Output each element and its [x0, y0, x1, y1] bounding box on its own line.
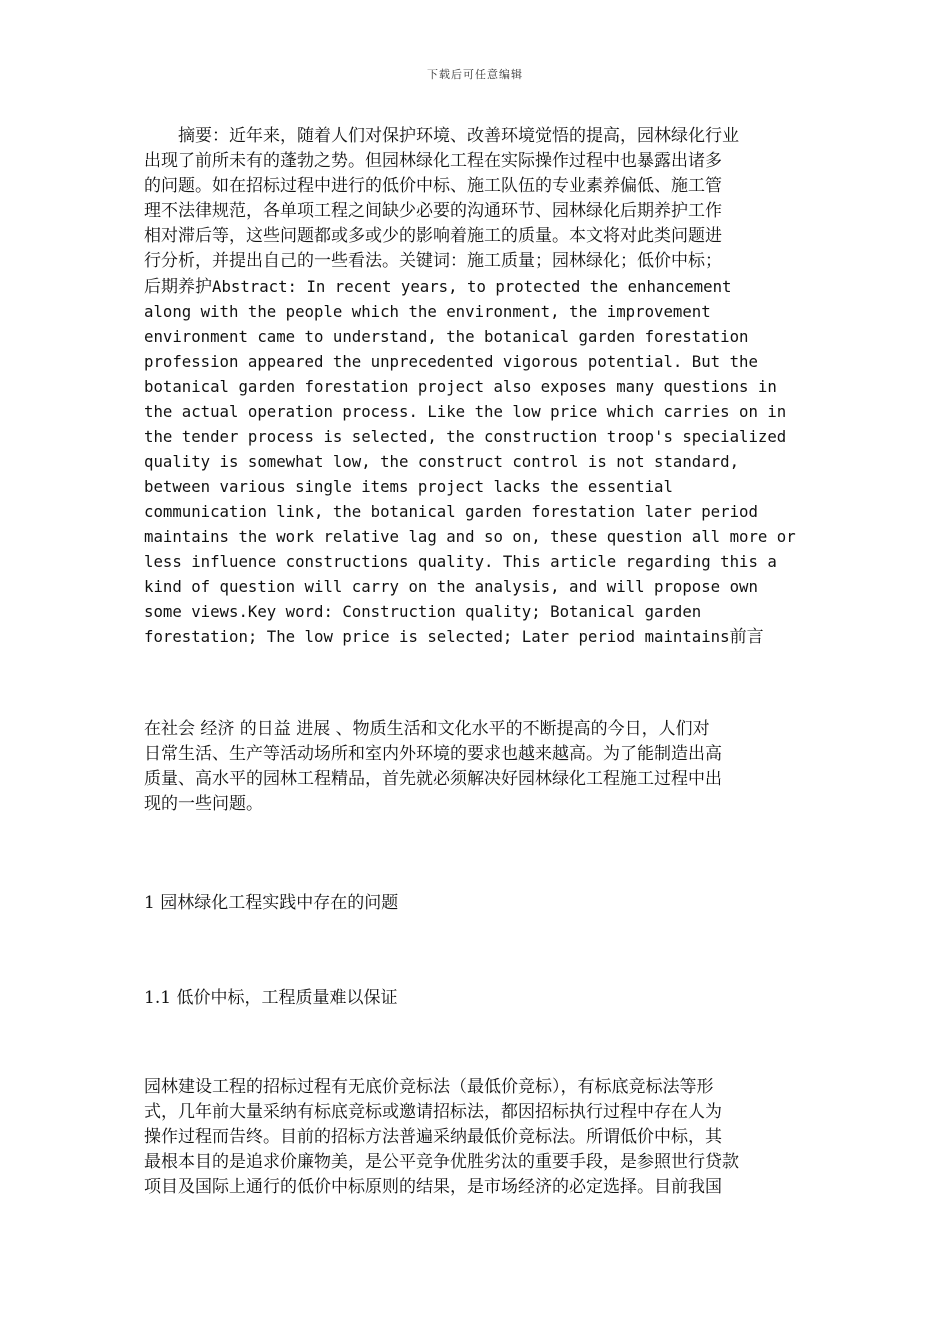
abstract-cn-line: 行分析，并提出自己的一些看法。关键词：施工质量；园林绿化；低价中标； [144, 251, 722, 271]
abstract-en-line: some views.Key word: Construction quality; Botanical garden [144, 602, 702, 621]
abstract-en-line: profession appeared the unprecedented vigorous potential. But the [144, 352, 758, 371]
paragraph-line: 操作过程而告终。目前的招标方法普遍采纳最低价竞标法。所谓低价中标，其 [144, 1127, 722, 1147]
abstract-en-last-line [144, 624, 804, 650]
abstract-en-line: along with the people which the environment, the improvement [144, 302, 711, 321]
section-1-heading: 1 园林绿化工程实践中存在的问题 [144, 893, 399, 913]
abstract-keyword-tail: 后期养护 [144, 277, 212, 297]
paragraph-line: 园林建设工程的招标过程有无底价竞标法（最低价竞标），有标底竞标法等形 [144, 1077, 714, 1097]
intro-line: 质量、高水平的园林工程精品，首先就必须解决好园林绿化工程施工过程中出 [144, 769, 722, 789]
abstract-en-line: quality is somewhat low, the construct control is not standard, [144, 452, 740, 471]
section-1-1-heading: 1.1 低价中标，工程质量难以保证 [144, 988, 398, 1008]
abstract-en-line: the tender process is selected, the construction troop's specialized [144, 427, 787, 446]
abstract-mixed-line [144, 274, 804, 300]
abstract-en-line: kind of question will carry on the analysis, and will propose own [144, 577, 758, 596]
abstract-en-line: botanical garden forestation project also exposes many questions in [144, 377, 777, 396]
abstract-en-line: maintains the work relative lag and so on, these question all more or [144, 527, 796, 546]
abstract-en-first: Abstract: In recent years, to protected the enhancement [212, 277, 732, 296]
intro-line: 日常生活、生产等活动场所和室内外环境的要求也越来越高。为了能制造出高 [144, 744, 722, 764]
abstract-cn-line: 出现了前所未有的蓬勃之势。但园林绿化工程在实际操作过程中也暴露出诸多 [144, 151, 722, 171]
preface-label: 前言 [729, 627, 764, 647]
abstract-cn-line: 相对滞后等，这些问题都或多或少的影响着施工的质量。本文将对此类问题进 [144, 226, 722, 246]
abstract-en-line: communication link, the botanical garden forestation later period [144, 502, 758, 521]
paragraph-line: 项目及国际上通行的低价中标原则的结果，是市场经济的必定选择。目前我国 [144, 1177, 722, 1197]
abstract-cn-line: 的问题。如在招标过程中进行的低价中标、施工队伍的专业素养偏低、施工管 [144, 176, 722, 196]
abstract-en-line: environment came to understand, the botanical garden forestation [144, 327, 749, 346]
paragraph-line: 最根本目的是追求价廉物美，是公平竞争优胜劣汰的重要手段，是参照世行贷款 [144, 1152, 739, 1172]
page-header: 下载后可任意编辑 [427, 68, 523, 81]
paragraph-line: 式，几年前大量采纳有标底竞标或邀请招标法，都因招标执行过程中存在人为 [144, 1102, 722, 1122]
abstract-en-line: the actual operation process. Like the low price which carries on in [144, 402, 787, 421]
abstract-cn-line: 摘要：近年来，随着人们对保护环境、改善环境觉悟的提高，园林绿化行业 [144, 126, 739, 146]
abstract-cn-line: 理不法律规范，各单项工程之间缺少必要的沟通环节、园林绿化后期养护工作 [144, 201, 722, 221]
intro-line: 现的一些问题。 [144, 794, 263, 814]
abstract-en-line: less influence constructions quality. This article regarding this a [144, 552, 777, 571]
abstract-en-last: forestation; The low price is selected; Later period maintains [144, 627, 730, 646]
abstract-en-line: between various single items project lacks the essential [144, 477, 673, 496]
intro-line: 在社会 经济 的日益 进展 、物质生活和文化水平的不断提高的今日，人们对 [144, 719, 710, 739]
